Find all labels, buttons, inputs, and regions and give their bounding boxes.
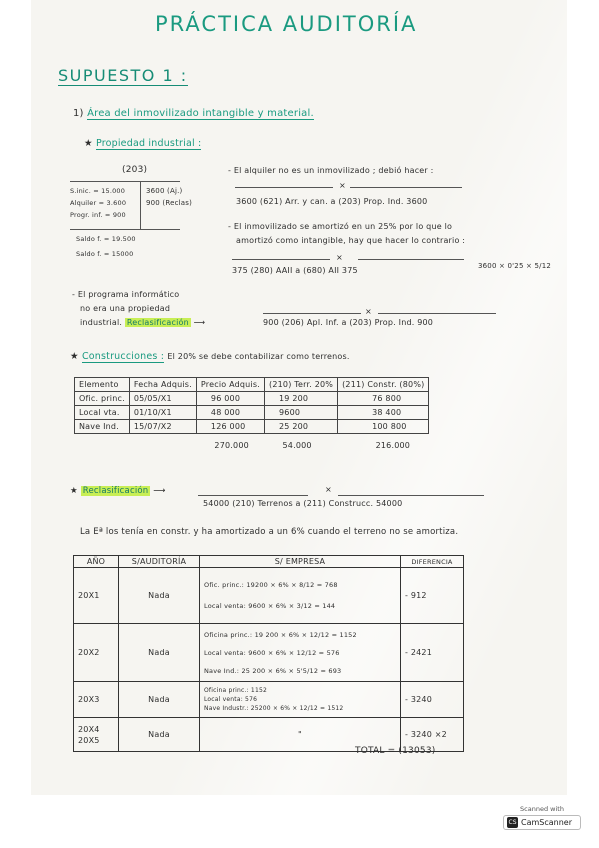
note-amortizacion-1: - El inmovilizado se amortizó en un 25% por lo que lo	[228, 222, 453, 231]
table-totals-row: 270.000 54.000 216.000	[214, 441, 411, 450]
section-title: Área del inmovilizado intangible y material.	[87, 108, 314, 119]
section-number: 1)	[73, 108, 84, 119]
entry-times-mark: ×	[325, 485, 332, 494]
note-amortizacion-terrenos: La Eª los tenía en constr. y ha amortizado a un 6% cuando el terreno no se amortiza.	[80, 527, 459, 537]
construcciones-heading: ★ Construcciones : El 20% se debe contabilizar como terrenos.	[70, 351, 350, 362]
entry-line	[263, 313, 361, 314]
entry-line	[338, 495, 484, 496]
journal-entry-1: 3600 (621) Arr. y can. a (203) Prop. Ind. 3600	[236, 197, 428, 206]
propiedad-heading: ★ Propiedad industrial :	[84, 138, 202, 149]
journal-entry-2: 375 (280) AAII a (680) AII 375	[232, 266, 358, 275]
t-account-name: (203)	[122, 165, 148, 175]
arrow-icon: ⟶	[153, 486, 166, 496]
reclasificacion-2-label: ★ Reclasificación ⟶	[70, 486, 166, 496]
section-1-heading	[73, 108, 314, 119]
total-label: TOTAL = (13053)	[355, 746, 436, 756]
table-row: Ofic. princ. 05/05/X1 96 000 19 200 76 800	[75, 392, 429, 406]
entry-2-calculation: 3600 × 0'25 × 5/12	[478, 262, 552, 270]
note-programa-1: - El programa informático	[72, 290, 180, 299]
entry-times-mark: ×	[336, 253, 343, 262]
t-account-top-line	[70, 181, 180, 182]
table-row: Nave Ind. 15/07/X2 126 000 25 200 100 800	[75, 420, 429, 434]
table-row: 20X2 Nada Oficina princ.: 19 200 × 6% × 12/12 = 1152 Local venta: 9600 × 6% × 12/12 = 576 Nave Ind.: 25 200 × 6% × 5'5/12 = 693 - 2421	[74, 624, 464, 682]
t-account-divider	[140, 181, 141, 229]
arrow-icon: ⟶	[193, 318, 206, 327]
t-account-credit: 3600 (Aj.) 900 (Reclas)	[146, 187, 193, 207]
entry-line	[198, 495, 308, 496]
table-header-row: Elemento Fecha Adquis. Precio Adquis. (210) Terr. 20% (211) Constr. (80%)	[75, 378, 429, 392]
note-programa-2: no era una propiedad	[80, 304, 171, 313]
camscanner-watermark: Scanned with CS CamScanner	[503, 805, 581, 830]
table-row: Local vta. 01/10/X1 48 000 9600 38 400	[75, 406, 429, 420]
table-header-row: AÑO S/AUDITORÍA S/ EMPRESA DIFERENCIA	[74, 556, 464, 568]
t-account-bottom-line	[70, 229, 180, 230]
saldo-final-2: Saldo f. = 15000	[76, 250, 134, 258]
star-bullet: ★	[70, 486, 81, 496]
table-row: 20X3 Nada Oficina princ.: 1152 Local venta: 576 Nave Industr.: 25200 × 6% × 12/12 = 1512 - 3240	[74, 682, 464, 718]
page-title: PRÁCTICA AUDITORÍA	[155, 12, 418, 36]
star-bullet: ★	[84, 138, 96, 149]
journal-entry-4: 54000 (210) Terrenos a (211) Construcc. 54000	[203, 499, 403, 508]
camscanner-logo-icon: CS	[508, 819, 517, 826]
t-account-debit: S.inic. = 15.000 Alquiler = 3.600 Progr. inf. = 900	[70, 187, 127, 219]
entry-line	[350, 187, 462, 188]
note-alquiler: - El alquiler no es un inmovilizado ; debió hacer :	[228, 166, 434, 175]
supuesto-heading: SUPUESTO 1 :	[58, 66, 188, 85]
entry-line	[378, 313, 496, 314]
note-amortizacion-2: amortizó como intangible, hay que hacer lo contrario :	[236, 236, 466, 245]
entry-times-mark: ×	[365, 307, 372, 316]
entry-line	[235, 187, 333, 188]
entry-line	[358, 259, 464, 260]
amortizacion-table	[73, 555, 464, 752]
entry-line	[232, 259, 330, 260]
construcciones-table	[74, 377, 429, 452]
star-bullet: ★	[70, 351, 82, 362]
table-row: 20X1 Nada Ofic. princ.: 19200 × 6% × 8/12 = 768 Local venta: 9600 × 6% × 3/12 = 144 - 912	[74, 568, 464, 624]
note-programa-3: industrial. Reclasificación ⟶	[80, 318, 206, 327]
table-row: 20X4 20X5 Nada " - 3240 ×2	[74, 718, 464, 752]
journal-entry-3: 900 (206) Apl. Inf. a (203) Prop. Ind. 900	[263, 318, 434, 327]
reclasificacion-highlight: Reclasificación	[126, 318, 189, 327]
entry-times-mark: ×	[339, 181, 346, 190]
saldo-final-1: Saldo f. = 19.500	[76, 235, 136, 243]
